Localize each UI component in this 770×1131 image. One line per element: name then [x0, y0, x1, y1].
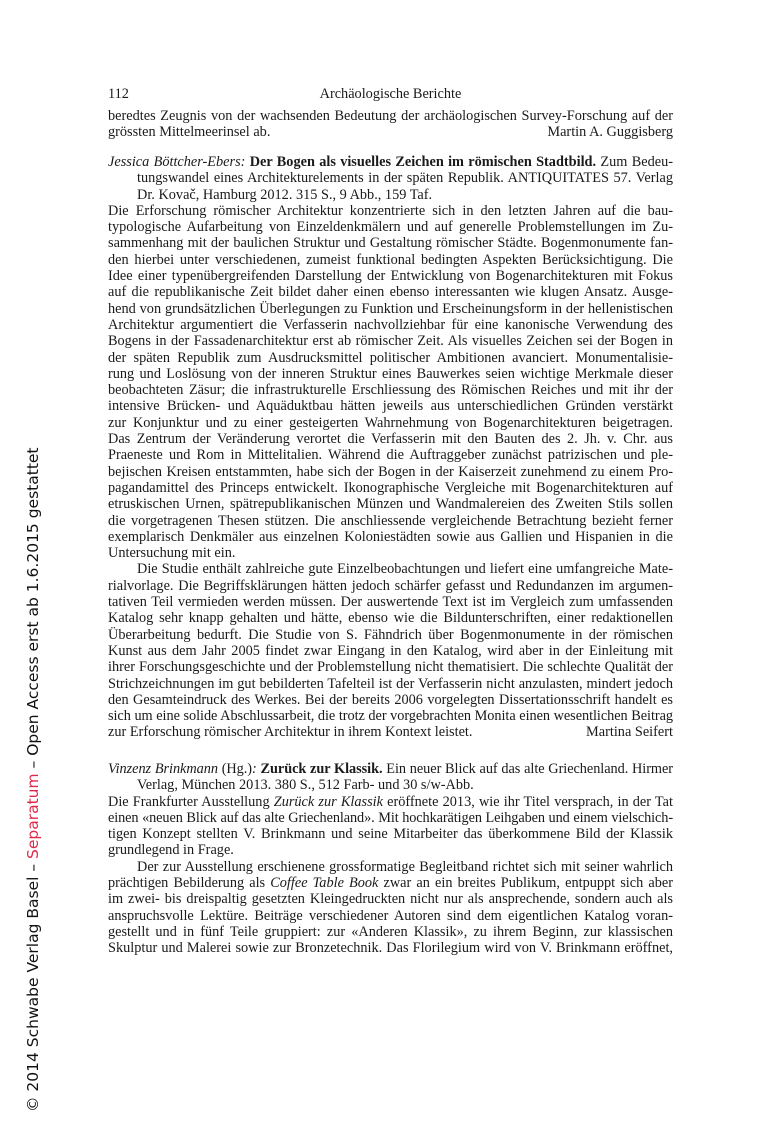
text-line: anspruchsvolle Lektüre. Beiträge verschiedener Autoren sind dem eigentlichen Katalog voran- — [108, 907, 673, 924]
text-line: rialvorlage. Die Begriffsklärungen hätten jedoch schärfer gefasst und Redundanzen im argumen- — [108, 577, 673, 594]
text-line: tigen Konzept stellten V. Brinkmann und seine Mitarbeiter das überkommene Bild der Klassik — [108, 826, 673, 843]
text-line: beredtes Zeugnis von der wachsenden Bedeutung der archäologischen Survey-Forschung auf der — [108, 108, 673, 124]
text-line: Das Zentrum der Veränderung verortet die Verfasserin mit den Bauten des 2. Jh. v. Chr. aus — [108, 431, 673, 448]
text-line: gestellt und in fünf Teile gruppiert: zur «Anderen Klassik», zu ihrem Beginn, zur klassischen — [108, 923, 673, 940]
text-line: etruskischen Urnen, spätrepublikanischen Münzen und Wandmalereien des Zweiten Stils sollen — [108, 496, 673, 513]
text-line — [108, 875, 673, 891]
text-line: beobachteten Zäsur; die infrastrukturelle Erschliessung des Römischen Reiches und mit ihr der — [108, 382, 673, 399]
editor-mark: (Hg.) — [217, 761, 253, 777]
text-line: rung und Loslösung von der inneren Struktur eines Bauwerkes seien wichtige Merkmale dieser — [108, 365, 673, 382]
text-line: hend von grundsätzlichen Überlegungen zu Funktion und Erscheinungsform in der hellenistischen — [108, 300, 673, 317]
copyright-text: © 2014 Schwabe Verlag Basel – — [24, 859, 42, 1112]
text-line: bejischen Kreisen entstammten, habe sich der Bogen in der Kaiserzeit zunehmend zu einem Pro- — [108, 463, 673, 480]
text-line-end: zur Erforschung römischer Architektur in ihrem Kontext leistet. — [108, 724, 473, 741]
text-line: auf die republikanische Zeit bildet daher einen ebenso interessanten wie klugen Ansatz. Ausge- — [108, 284, 673, 301]
review-body — [108, 203, 673, 725]
bibliographic-entry — [108, 761, 673, 777]
book-title: Zurück zur Klassik. — [256, 761, 383, 777]
bibliographic-entry-line: Dr. Kovač, Hamburg 2012. 315 S., 9 Abb., 159 Taf. — [137, 186, 433, 203]
text-line: Die Studie enthält zahlreiche gute Einzelbeobachtungen und liefert eine umfangreiche Mate- — [137, 561, 673, 578]
text-line: Katalog sehr knapp gehalten und hätte, ebenso wie die Bildunterschriften, einer redaktionellen — [108, 610, 673, 627]
review-end-guggisberg — [108, 108, 673, 141]
separatum-label: Separatum — [24, 773, 42, 859]
text-line: Bogens in der Fassadenarchitektur erst ab römischer Zeit. Als visuelles Zeichen sei der Bogen in — [108, 333, 673, 350]
book-subtitle: Ein neuer Blick auf das alte Griechenland. Hirmer — [382, 761, 673, 777]
text-line: sich um eine solide Abschlussarbeit, die trotz der vorgebrachten Monita einen wesentlichen Beitrag — [108, 708, 673, 725]
book-author: Jessica Böttcher-Ebers: — [108, 154, 246, 170]
copyright-notice — [23, 447, 43, 1112]
bibliographic-entry-line: Verlag, München 2013. 380 S., 512 Farb- und 30 s/w-Abb. — [137, 777, 474, 794]
text-line: grundlegend in Frage. — [108, 842, 234, 859]
text-segment: prächtigen Bebilderung als — [108, 875, 271, 892]
text-line: einen «neuen Blick auf das alte Griechenland». Mit hochkarätigen Leihgaben und einem vielschich- — [108, 809, 673, 826]
text-line: Skulptur und Malerei sowie zur Bronzetechnik. Das Florilegium wird von V. Brinkmann eröffnet, — [108, 940, 673, 957]
text-line: sammenhang mit der baulichen Struktur und Gestaltung römischer Städte. Bogenmonumente fan- — [108, 235, 673, 252]
bibliographic-entry-line: tungswandel eines Architekturelements in der späten Republik. ANTIQUITATES 57. Verlag — [137, 170, 673, 187]
reviewer-signature: Martin A. Guggisberg — [547, 124, 673, 141]
text-line — [108, 724, 673, 740]
text-line: Praeneste und Rom in Mittelitalien. Während die Auftraggeber zunächst patrizischen und ple- — [108, 447, 673, 464]
text-line: tativen Teil vermieden werden müssen. Der auswertende Text ist im Vergleich zum umfassenden — [108, 594, 673, 611]
text-segment: Die Frankfurter Ausstellung — [108, 793, 274, 810]
text-line: Untersuchung mit ein. — [108, 545, 236, 562]
text-line: Kunst aus dem Jahr 2005 findet zwar Eingang in den Katalog, wird aber in der Einleitung mit — [108, 642, 673, 659]
text-line: der späten Republik zum Ausdrucksmittel politischer Ambitionen avanciert. Monumentalisie- — [108, 349, 673, 366]
text-line: intensive Brücken- und Aquäduktbau hätten jeweils aus unterschiedlichen Gründen verstärkt — [108, 398, 673, 415]
text-line — [108, 794, 673, 810]
bibliographic-entry — [108, 154, 673, 170]
reviewer-signature: Martina Seifert — [586, 724, 673, 741]
text-line: die vorgetragenen Thesen stützen. Die anschliessende vergleichende Betrachtung bezieht ferner — [108, 512, 673, 529]
page-number: 112 — [108, 86, 129, 102]
text-line: Architektur argumentiert die Verfasserin nachvollziehbar für eine kanonische Verwendung des — [108, 316, 673, 333]
text-segment: eröffnete 2013, wie ihr Titel versprach, in der Tat — [382, 793, 673, 810]
text-line-end: grössten Mittelmeerinsel ab. — [108, 124, 271, 141]
book-editor: Vinzenz Brinkmann — [108, 761, 218, 777]
text-line: pagandamittel des Princeps entwickelt. Ikonographische Vergleiche mit Bogenarchitekturen auf — [108, 479, 673, 496]
text-line: ihrer Forschungsgeschichte und der Problemstellung nicht thematisiert. Die schlechte Qualität der — [108, 659, 673, 676]
text-line: Idee einer typenübergreifenden Darstellung der Entwicklung von Bogenarchitekturen mit Fokus — [108, 268, 673, 285]
text-line: Strichzeichnungen im gut bebilderten Tafelteil ist der Verfasserin nicht anzulasten, mindert jedoch — [108, 675, 673, 692]
running-title: Archäologische Berichte — [319, 86, 462, 102]
text-line: Überarbeitung bedurft. Die Studie von S. Fähndrich über Bogenmonumente in der römischen — [108, 626, 673, 643]
text-line: den Gesamteindruck des Werkes. Bei der bereits 2006 vorgelegten Dissertationsschrift handelt es — [108, 691, 673, 708]
text-line: zur Konjunktur und zu einer gesteigerten Wahrnehmung von Bogenarchitekturen beigetragen. — [108, 414, 673, 431]
text-line — [108, 124, 673, 140]
access-text: – Open Access erst ab 1.6.2015 gestattet — [24, 447, 42, 774]
emphasis: Coffee Table Book — [270, 875, 379, 892]
exhibition-title: Zurück zur Klassik — [273, 793, 383, 810]
text-segment: zwar an ein breites Publikum, entpuppt sich aber — [378, 875, 673, 892]
review-brinkmann — [108, 761, 673, 957]
book-subtitle: Zum Bedeu- — [600, 154, 673, 170]
text-line: den hierbei unter verschiedenen, zumeist funktional bedingten Aspekten Berücksichtigung. Die — [108, 251, 673, 268]
text-line: im zwei- bis dreispaltig gesetzten Kleingedruckten nicht nur als ansprechende, sondern auch als — [108, 891, 673, 908]
text-line: Der zur Ausstellung erschienene grossformatige Begleitband richtet sich mit seiner wahrlich — [137, 858, 673, 875]
text-line: exemplarisch Denkmäler aus einzelnen Koloniestädten sowie aus Gallien und Hispanien in die — [108, 528, 673, 545]
colon: : — [252, 761, 257, 777]
text-line: Die Erforschung römischer Architektur konzentrierte sich in den letzten Jahren auf die bau- — [108, 202, 673, 219]
review-boettcher-ebers — [108, 154, 673, 741]
book-title: Der Bogen als visuelles Zeichen im römischen Stadtbild. — [249, 154, 597, 170]
text-line: typologische Aufarbeitung von Einzeldenkmälern und auf generelle Problemstellungen im Zu- — [108, 219, 673, 236]
